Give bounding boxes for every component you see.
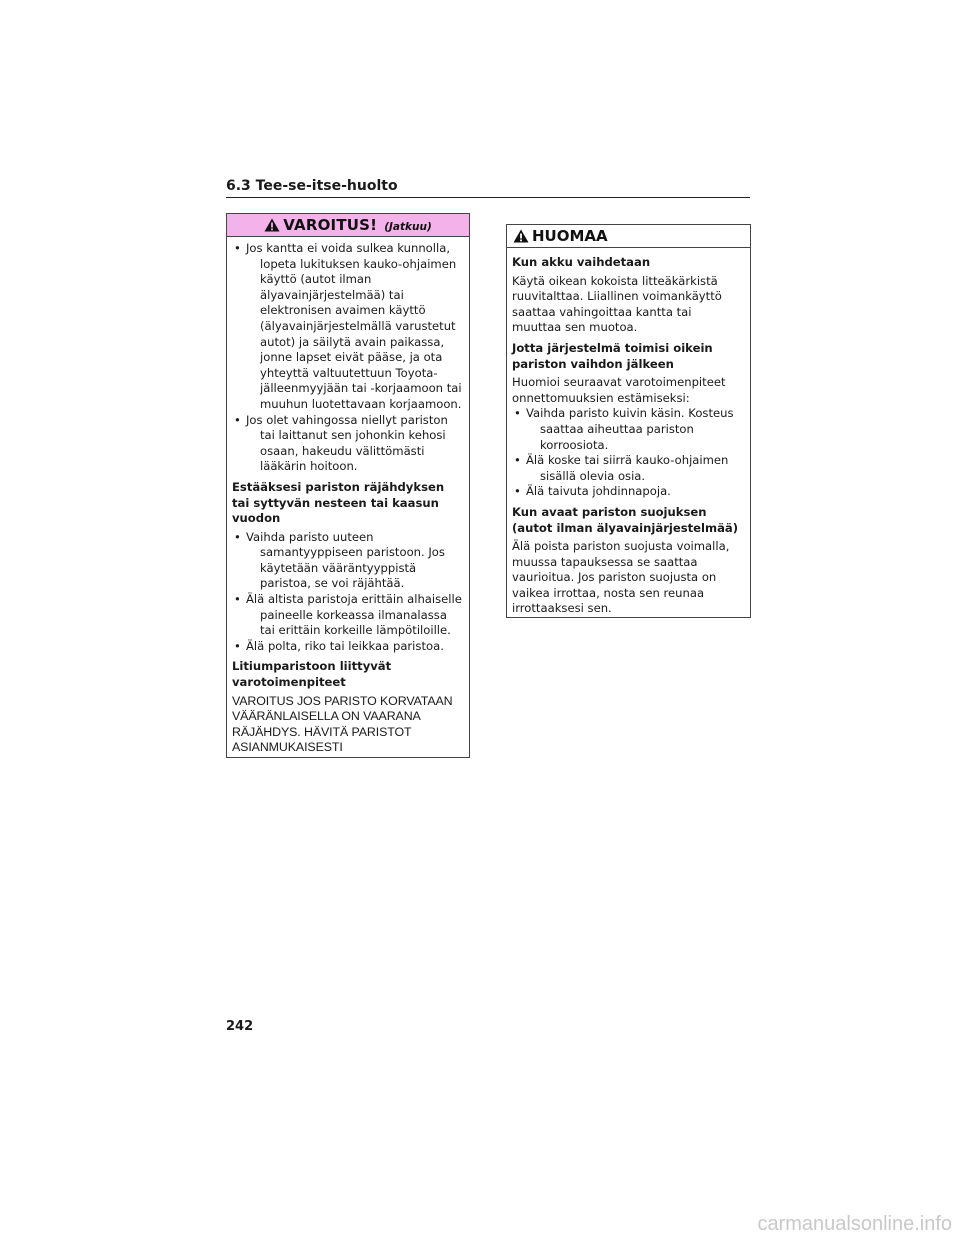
list-item: • Älä polta, riko tai leikkaa paristoa. [232, 639, 463, 655]
notice-heading-battery: Kun akku vaihdetaan [512, 255, 651, 269]
warning-header [227, 214, 469, 237]
notice-header [507, 225, 750, 248]
list-item: • Vaihda paristo kuivin käsin. Kosteus saattaa aiheuttaa pariston korroosiota. [512, 406, 744, 453]
warning-heading-explosion: Estääksesi pariston räjähdyksen tai syttyvän nesteen tai kaasun vuodon [232, 479, 445, 526]
warning-list-2 [232, 530, 463, 655]
section-header: 6.3 Tee-se-itse-huolto [226, 178, 750, 198]
list-item: • Vaihda paristo uuteen samantyyppiseen paristoon. Jos käytetään vääräntyyppistä paristoa, se voi räjähtää. [232, 530, 463, 592]
notice-heading-cover: Kun avaat pariston suojuksen (autot ilman älyavainjärjestelmää) [512, 504, 739, 535]
warning-title: VAROITUS! [283, 216, 378, 234]
warning-list-1 [232, 241, 463, 475]
notice-list [512, 406, 744, 500]
notice-content [507, 248, 750, 617]
footer-watermark: carmanualsonline.info [757, 1213, 952, 1235]
notice-title: HUOMAA [532, 227, 608, 245]
warning-triangle-icon [264, 218, 280, 232]
list-item: • Älä taivuta johdinnapoja. [512, 484, 744, 500]
list-item: • Älä altista paristoja erittäin alhaiselle paineelle korkeassa ilmanalassa tai erittäin korkeille lämpötiloille. [232, 592, 463, 639]
list-item: • Älä koske tai siirrä kauko-ohjaimen sisällä olevia osia. [512, 453, 744, 484]
warning-caps-text: VAROITUS JOS PARISTO KORVATAAN VÄÄRÄNLAISELLA ON VAARANA RÄJÄHDYS. HÄVITÄ PARISTOT ASIANMUKAISESTI [232, 693, 453, 755]
notice-box [506, 224, 751, 618]
notice-heading-system: Jotta järjestelmä toimisi oikein pariston vaihdon jälkeen [512, 340, 713, 371]
notice-paragraph: Huomioi seuraavat varotoimenpiteet onnettomuuksien estämiseksi: [512, 375, 726, 405]
warning-content [227, 237, 469, 756]
page-number: 242 [226, 1019, 254, 1034]
warning-box [226, 213, 470, 758]
notice-paragraph: Älä poista pariston suojusta voimalla, muussa tapauksessa se saattaa vaurioitua. Jos pariston suojusta on vaikea irrottaa, nosta sen reunaa irrottaaksesi sen. [512, 539, 730, 616]
notice-paragraph: Käytä oikean kokoista litteäkärkistä ruuvitalttaa. Liiallinen voimankäyttö saattaa vahingoittaa kantta tai muuttaa sen muotoa. [512, 273, 722, 335]
warning-subtitle: (Jatkuu) [384, 220, 432, 233]
list-item: • Jos olet vahingossa niellyt pariston tai laittanut sen johonkin kehosi osaan, hakeudu välittömästi lääkärin hoitoon. [232, 413, 463, 475]
notice-triangle-icon [513, 229, 529, 243]
warning-heading-lithium: Litiumparistoon liittyvät varotoimenpiteet [232, 659, 392, 690]
list-item: • Jos kantta ei voida sulkea kunnolla, lopeta lukituksen kauko-ohjaimen käyttö (autot ilman älyavainjärjestelmää) tai elektronisen avaimen käyttö (älyavainjärjestelmällä varustetut autot) ja säilytä avain paikassa, jonne lapset eivät pääse, ja ota yhteyttä valtuutettuun Toyota-jälleenmyyjään tai -korjaamoon tai muuhun luotettavaan korjaamoon. [232, 241, 463, 413]
